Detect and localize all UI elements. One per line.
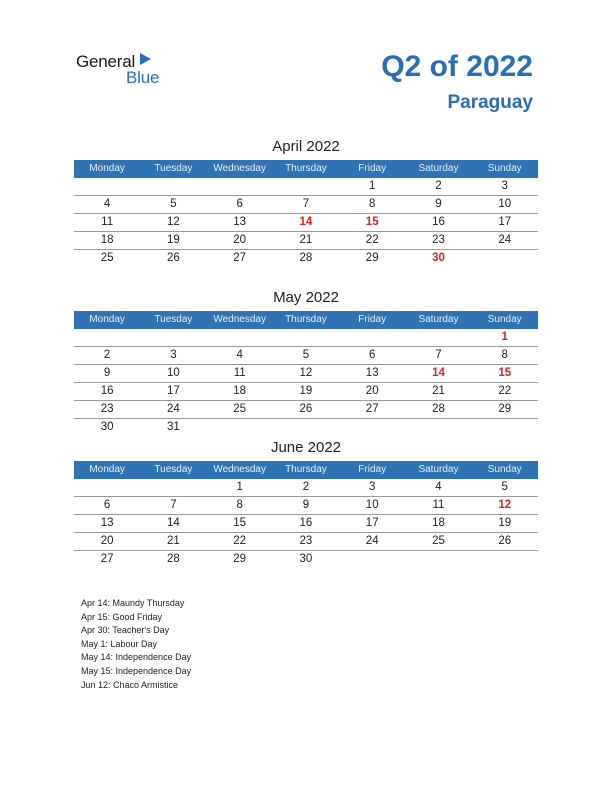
month-title: April 2022 [272,138,340,155]
day-cell: 12 [299,367,313,379]
day-cell: 13 [233,216,247,228]
week-row [74,419,538,436]
day-cell: 21 [167,535,180,547]
country-name: Paraguay [447,92,533,113]
day-cell: 24 [167,403,180,415]
day-cell: 25 [233,403,247,415]
day-cell: 12 [167,216,180,228]
holiday-note: Jun 12: Chaco Armistice [81,679,179,690]
day-cell: 17 [498,216,512,228]
day-cell: 20 [233,234,247,246]
day-cell: 10 [365,499,379,511]
day-cell: 19 [299,385,313,397]
day-cell: 21 [299,234,313,246]
weekday-header: Thursday [285,464,327,475]
day-cell: 24 [365,535,379,547]
day-cell: 31 [167,421,180,433]
week-row [74,497,538,515]
day-cell: 27 [365,403,379,415]
day-cell: 26 [299,403,313,415]
empty-day-cell [207,178,273,195]
day-cell: 6 [103,499,111,511]
weekday-header-row [74,311,538,329]
day-cell: 23 [299,535,313,547]
day-cell: 23 [100,403,114,415]
week-row [74,178,538,196]
empty-day-cell [273,178,339,195]
weekday-header: Wednesday [213,464,266,475]
day-cell: 21 [432,385,445,397]
day-cell: 4 [103,198,111,210]
weekday-header: Tuesday [154,464,193,475]
day-cell: 5 [170,198,177,210]
day-cell: 3 [501,180,508,192]
day-cell: 15 [233,517,247,529]
day-cell: 25 [432,535,445,547]
day-cell: 1 [501,331,508,343]
week-row [74,196,538,214]
day-cell: 3 [170,349,177,361]
quarter-title: Q2 of 2022 [381,50,533,83]
week-row [74,214,538,232]
empty-day-cell [74,479,140,496]
day-cell: 11 [432,499,445,511]
day-cell: 24 [498,234,512,246]
day-cell: 10 [167,367,180,379]
weekday-header: Sunday [487,464,522,475]
day-cell: 3 [368,481,376,493]
day-cell: 1 [236,481,243,493]
week-row [74,347,538,365]
empty-day-cell [405,419,471,436]
day-cell: 12 [498,499,512,511]
empty-day-cell [472,250,538,267]
logo-word-general: General [76,52,136,71]
empty-day-cell [140,329,206,346]
weekday-header: Sunday [487,163,522,174]
empty-day-cell [472,551,538,568]
day-cell: 7 [435,349,442,361]
week-row [74,365,538,383]
day-cell: 6 [236,198,243,210]
day-cell: 13 [365,367,379,379]
day-cell: 29 [233,553,247,565]
day-cell: 7 [170,499,177,511]
weekday-header: Friday [358,314,387,325]
week-row [74,232,538,250]
generalblue-logo [76,52,186,88]
week-row [74,479,538,497]
day-cell: 5 [501,481,508,493]
day-cell: 26 [498,535,512,547]
day-cell: 16 [432,216,445,228]
week-row [74,515,538,533]
holiday-note: Apr 30: Teacher's Day [81,625,170,636]
day-cell: 14 [299,216,313,228]
holiday-note: Apr 14: Maundy Thursday [81,598,185,608]
day-cell: 19 [498,517,512,529]
day-cell: 20 [100,535,114,547]
week-row [74,401,538,419]
month-june [74,439,538,568]
weekday-header: Saturday [418,314,459,325]
day-cell: 27 [100,553,114,565]
day-cell: 15 [498,367,512,379]
day-cell: 6 [368,349,376,361]
weekday-header: Wednesday [213,314,266,325]
day-cell: 28 [167,553,180,565]
empty-day-cell [472,419,538,436]
day-cell: 8 [501,349,508,361]
day-cell: 8 [236,499,243,511]
empty-day-cell [405,551,471,568]
empty-day-cell [207,419,273,436]
day-cell: 18 [100,234,114,246]
day-cell: 18 [233,385,247,397]
week-row [74,250,538,267]
weekday-header: Thursday [285,163,327,174]
month-april [74,138,538,267]
holiday-notes [81,597,191,692]
empty-day-cell [273,419,339,436]
weekday-header: Monday [89,314,125,325]
day-cell: 20 [365,385,379,397]
empty-day-cell [74,329,140,346]
day-cell: 2 [103,349,111,361]
holiday-note: May 1: Labour Day [81,638,158,649]
weekday-header: Sunday [487,314,522,325]
day-cell: 7 [302,198,310,210]
weekday-header: Saturday [418,163,459,174]
day-cell: 30 [100,421,114,433]
week-row [74,551,538,568]
holiday-note: Apr 15: Good Friday [81,611,163,622]
weekday-header: Friday [358,464,387,475]
empty-day-cell [74,178,140,195]
empty-day-cell [339,551,405,568]
day-cell: 2 [302,481,310,493]
month-title: May 2022 [273,289,339,306]
day-cell: 28 [299,252,313,264]
day-cell: 26 [167,252,180,264]
day-cell: 14 [167,517,180,529]
day-cell: 22 [365,234,379,246]
logo-flag-icon [138,52,152,66]
day-cell: 30 [432,252,445,264]
day-cell: 1 [368,180,376,192]
day-cell: 23 [432,234,445,246]
weekday-header-row [74,160,538,178]
empty-day-cell [405,329,471,346]
day-cell: 17 [365,517,379,529]
empty-day-cell [207,329,273,346]
day-cell: 18 [432,517,445,529]
day-cell: 29 [498,403,512,415]
day-cell: 11 [101,216,114,228]
day-cell: 9 [302,499,310,511]
day-cell: 19 [167,234,180,246]
day-cell: 27 [233,252,247,264]
day-cell: 11 [233,367,246,379]
day-cell: 9 [103,367,111,379]
day-cell: 16 [100,385,114,397]
day-cell: 25 [100,252,114,264]
empty-day-cell [273,329,339,346]
empty-day-cell [140,178,206,195]
day-cell: 2 [435,180,442,192]
day-cell: 29 [365,252,379,264]
week-row [74,533,538,551]
day-cell: 4 [435,481,442,493]
day-cell: 9 [435,198,442,210]
weekday-header: Tuesday [154,314,193,325]
weekday-header: Thursday [285,314,327,325]
weekday-header: Saturday [418,464,459,475]
day-cell: 30 [299,553,313,565]
day-cell: 14 [432,367,445,379]
empty-day-cell [339,329,405,346]
day-cell: 4 [236,349,243,361]
weekday-header: Tuesday [154,163,193,174]
day-cell: 15 [365,216,379,228]
day-cell: 17 [167,385,180,397]
weekday-header-row [74,461,538,479]
week-row [74,329,538,347]
empty-day-cell [339,419,405,436]
week-row [74,383,538,401]
weekday-header: Wednesday [213,163,266,174]
day-cell: 8 [368,198,376,210]
holiday-note: May 14: Independence Day [81,652,192,663]
holiday-note: May 15: Independence Day [81,665,192,676]
weekday-header: Friday [358,163,387,174]
logo-word-blue: Blue [126,68,160,87]
weekday-header: Monday [89,464,125,475]
day-cell: 13 [100,517,114,529]
day-cell: 22 [233,535,247,547]
month-may [74,289,538,436]
month-title: June 2022 [270,439,342,456]
day-cell: 5 [302,349,310,361]
day-cell: 10 [498,198,512,210]
day-cell: 28 [432,403,445,415]
day-cell: 16 [299,517,313,529]
weekday-header: Monday [89,163,125,174]
day-cell: 22 [498,385,512,397]
empty-day-cell [140,479,206,496]
